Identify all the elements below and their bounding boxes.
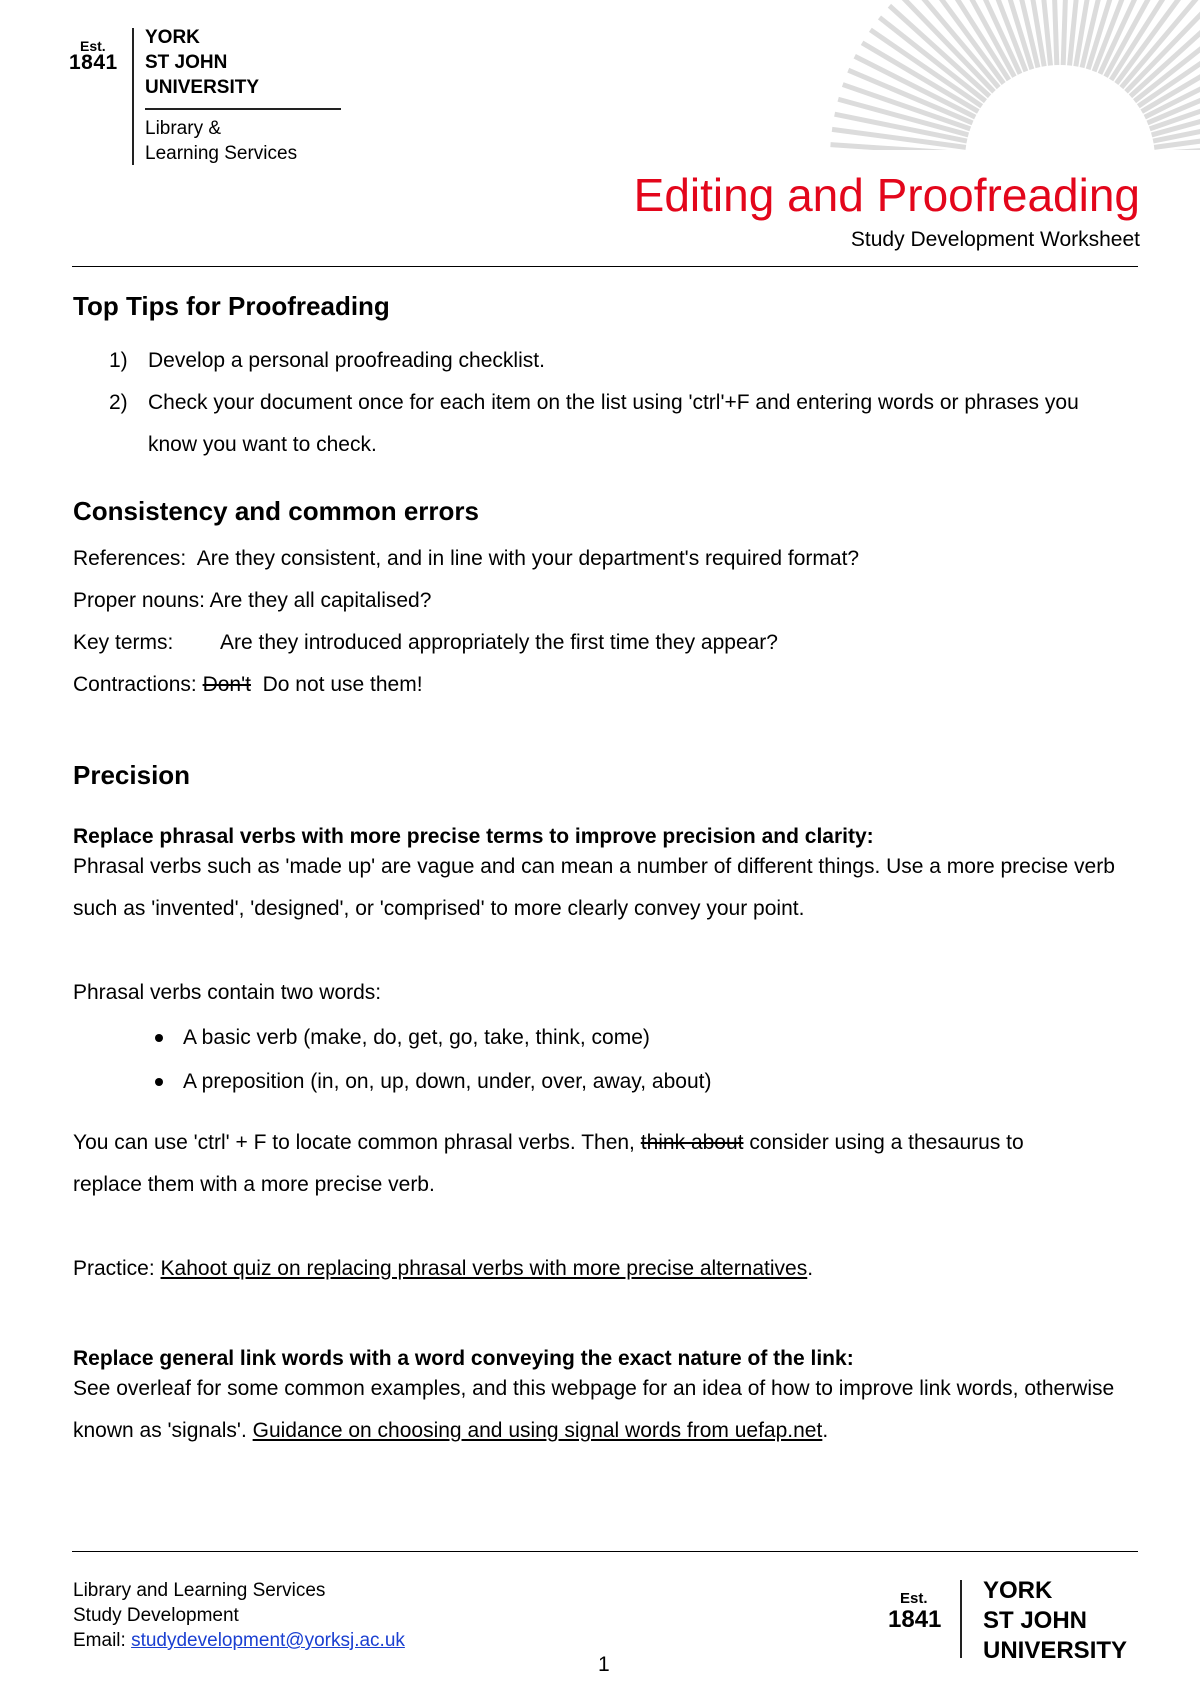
list-number: 2) <box>109 391 128 414</box>
footer-logo-divider <box>960 1580 962 1658</box>
para3-struck: think about <box>640 1131 744 1154</box>
bullet-dot <box>155 1034 163 1042</box>
footer-rule <box>72 1551 1138 1552</box>
phrasal-verb-bullets <box>73 1016 711 1104</box>
footer-line2: Study Development <box>73 1605 239 1626</box>
row-label: Contractions: <box>73 673 197 696</box>
precision-paragraph-3 <box>73 1122 1073 1206</box>
list-text: Check your document once for each item on the list using 'ctrl'+F and entering words or phrases you know you want to check. <box>148 391 1079 456</box>
kahoot-quiz-link[interactable]: Kahoot quiz on replacing phrasal verbs with more precise alternatives <box>160 1257 808 1280</box>
bullet-item <box>73 1060 711 1104</box>
row-label: Proper nouns: <box>73 589 205 612</box>
list-item <box>73 382 1123 466</box>
bullet-text: A preposition (in, on, up, down, under, over, away, about) <box>183 1070 712 1093</box>
precision-paragraph-2: Phrasal verbs contain two words: <box>73 981 382 1004</box>
precision-paragraph-4 <box>73 1368 1123 1452</box>
logo-est: Est. <box>80 38 106 54</box>
footer-line1: Library and Learning Services <box>73 1580 326 1601</box>
footer-email-line <box>73 1628 405 1653</box>
row-text: Are they consistent, and in line with your department's required format? <box>196 547 860 570</box>
footer-logo-line3: UNIVERSITY <box>983 1637 1128 1664</box>
sunburst-ray <box>1052 0 1057 65</box>
header-rule <box>72 266 1138 267</box>
footer-info <box>73 1578 405 1653</box>
logo-underline <box>145 108 341 110</box>
logo-line3: UNIVERSITY <box>145 77 260 98</box>
sunburst-ray <box>1063 0 1068 65</box>
struck-text: Don't <box>202 673 251 696</box>
document-subtitle: Study Development Worksheet <box>850 228 1140 251</box>
logo-dept2: Learning Services <box>145 143 298 164</box>
document-title: Editing and Proofreading <box>633 169 1140 221</box>
row-label: Key terms: <box>73 631 174 654</box>
page-number: 1 <box>598 1653 610 1676</box>
para4-end: . <box>822 1419 829 1442</box>
row-text: Do not use them! <box>262 673 423 696</box>
row-text: Are they all capitalised? <box>209 589 432 612</box>
precision-paragraph-1: Phrasal verbs such as 'made up' are vague and can mean a number of different things. Use a more precise verb such as 'invented', 'designed', or 'comprised' to more clearly convey your point. <box>73 855 1115 920</box>
precision-subheading-2: Replace general link words with a word conveying the exact nature of the link: <box>73 1347 854 1370</box>
list-number: 1) <box>109 349 128 372</box>
sunburst-decoration <box>760 0 1200 150</box>
footer-logo-est: Est. <box>900 1590 928 1607</box>
footer-logo-line2: ST JOHN <box>983 1607 1088 1634</box>
consistency-row <box>73 538 1133 580</box>
practice-line <box>73 1248 813 1290</box>
logo-year: 1841 <box>69 51 118 74</box>
row-text: Are they introduced appropriately the first time they appear? <box>220 631 778 654</box>
logo-dept1: Library & <box>145 118 222 139</box>
para3-text-b: consider using a thesaurus to replace them with a more precise verb. <box>73 1131 1024 1196</box>
email-link[interactable]: studydevelopment@yorksj.ac.uk <box>131 1630 405 1651</box>
footer-logo-name <box>983 1576 1127 1666</box>
logo-line1: YORK <box>145 27 200 48</box>
consistency-heading: Consistency and common errors <box>73 496 479 526</box>
para4-text: See overleaf for some common examples, and this webpage for an idea of how to improve link words, otherwise known as 'signals'. <box>73 1377 1115 1442</box>
uefap-guidance-link[interactable]: Guidance on choosing and using signal words from uefap.net <box>252 1419 823 1442</box>
practice-end: . <box>807 1257 814 1280</box>
list-text: Develop a personal proofreading checklist. <box>148 349 545 372</box>
top-tips-heading: Top Tips for Proofreading <box>73 291 390 321</box>
consistency-row <box>73 580 1133 622</box>
para3-text-a: You can use 'ctrl' + F to locate common phrasal verbs. Then, <box>73 1131 635 1154</box>
bullet-dot <box>155 1078 163 1086</box>
list-item <box>73 340 1123 382</box>
bullet-text: A basic verb (make, do, get, go, take, think, come) <box>183 1026 650 1049</box>
practice-label: Practice: <box>73 1257 155 1280</box>
logo-line2: ST JOHN <box>145 52 228 73</box>
consistency-row <box>73 622 1133 664</box>
precision-heading: Precision <box>73 760 191 790</box>
footer-logo-year: 1841 <box>888 1606 942 1633</box>
footer-logo-line1: YORK <box>983 1577 1053 1604</box>
consistency-rows <box>73 538 1133 706</box>
top-tips-list <box>73 340 1123 466</box>
email-label: Email: <box>73 1630 126 1651</box>
consistency-row <box>73 664 1133 706</box>
logo-divider <box>132 28 134 165</box>
precision-subheading-1: Replace phrasal verbs with more precise terms to improve precision and clarity: <box>73 825 874 848</box>
row-label: References: <box>73 547 187 570</box>
bullet-item <box>73 1016 711 1060</box>
